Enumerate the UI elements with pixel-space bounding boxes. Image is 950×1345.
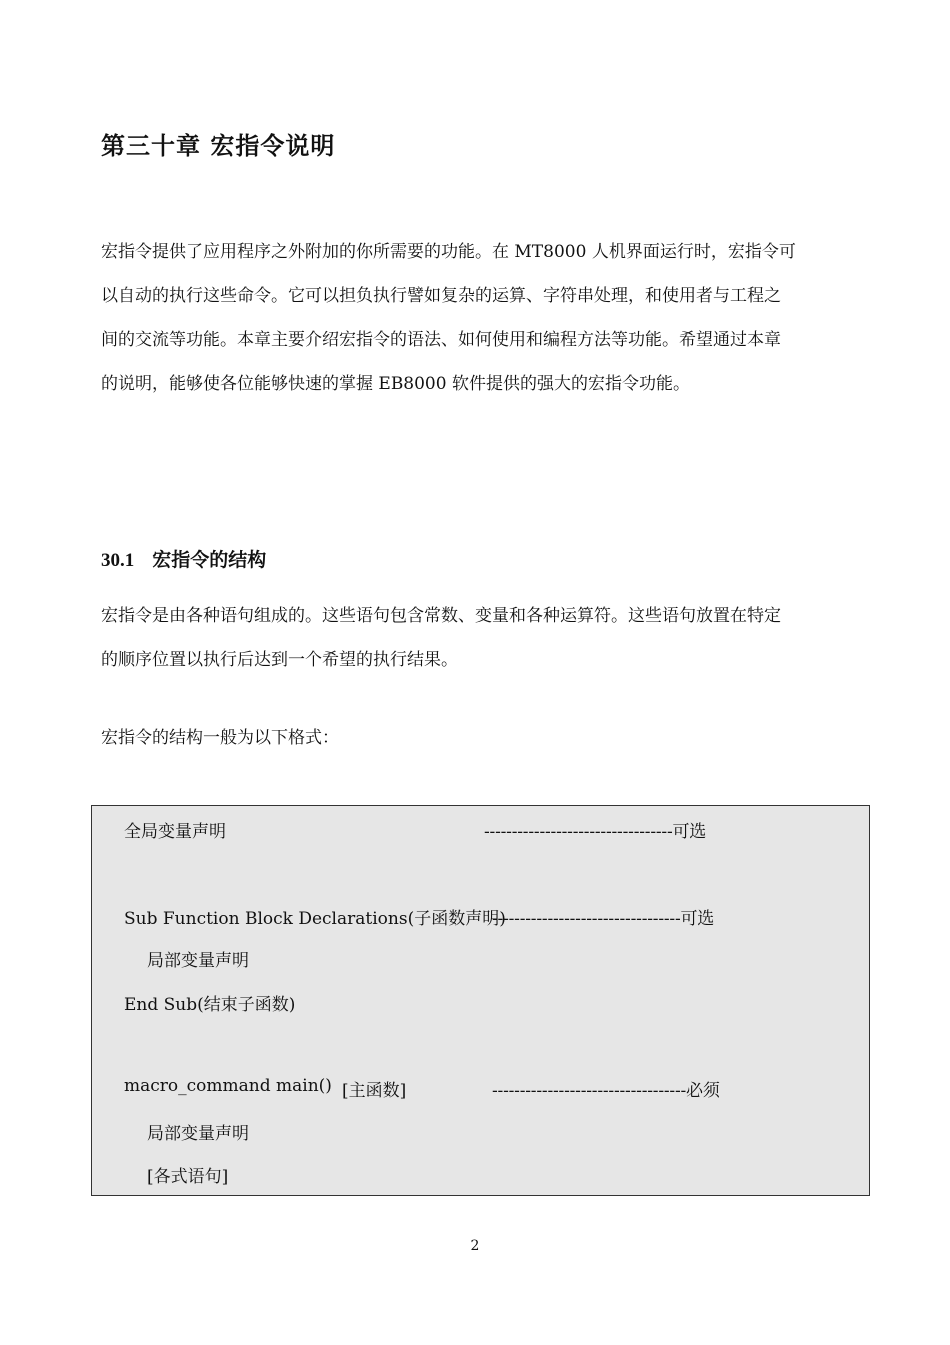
section-heading [101,545,266,572]
intro-line: 以自动的执行这些命令。它可以担负执行譬如复杂的运算、字符串处理，和使用者与工程之 [101,286,781,306]
section-number: 30.1 [101,550,135,571]
page-number: 2 [470,1238,480,1254]
format-intro: 宏指令的结构一般为以下格式： [101,728,339,748]
code-main-declaration: macro_command main() [124,1076,332,1096]
code-sub-optional: ----------------------------------可选 [492,909,715,929]
section-paragraph [101,594,863,682]
section-title: 宏指令的结构 [152,549,267,571]
code-box [91,805,870,1196]
code-end-sub: End Sub(结束子函数) [124,995,296,1015]
section-line: 宏指令是由各种语句组成的。这些语句包含常数、变量和各种运算符。这些语句放置在特定 [101,606,781,626]
code-main-required: -----------------------------------必须 [492,1081,720,1101]
intro-line: 宏指令提供了应用程序之外附加的你所需要的功能。在 MT8000 人机界面运行时，宏指令可 [101,242,796,262]
code-sub-local-var: 局部变量声明 [147,951,249,971]
code-main-local-var: 局部变量声明 [147,1124,249,1144]
chapter-title: 第三十章 宏指令说明 [101,132,336,160]
intro-line: 间的交流等功能。本章主要介绍宏指令的语法、如何使用和编程方法等功能。希望通过本章 [101,330,781,350]
intro-paragraph [101,230,863,406]
code-main-tag: [主函数] [342,1081,407,1101]
code-global-optional: ----------------------------------可选 [484,822,707,842]
code-global-var: 全局变量声明 [124,822,226,842]
section-line: 的顺序位置以执行后达到一个希望的执行结果。 [101,650,458,670]
code-sub-declaration: Sub Function Block Declarations(子函数声明) [124,909,506,929]
code-statements: [各式语句] [147,1167,229,1187]
intro-line: 的说明，能够使各位能够快速的掌握 EB8000 软件提供的强大的宏指令功能。 [101,374,690,394]
